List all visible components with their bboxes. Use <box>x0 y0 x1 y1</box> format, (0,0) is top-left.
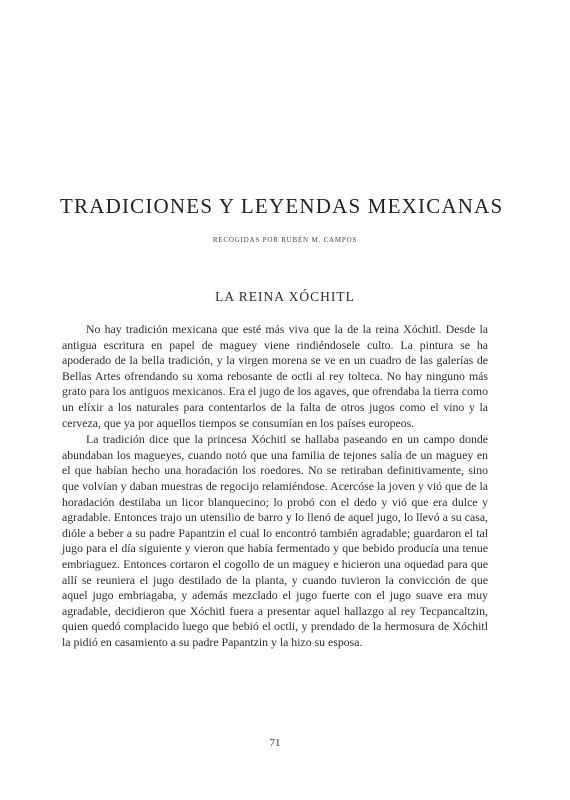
paragraph: No hay tradición mexicana que esté más viva que la de la reina Xóchitl. Desde la antigua escritura en papel de maguey viene rindiéndosele culto. La pintura se ha apoderado de la bella tradición, y la virgen morena se ve en un cuadro de las galerías de Bellas Artes ofrendando su xoma rebosante de octli al rey tolteca. No hay ninguno más grato para los antiguos mexicanos. Era el jugo de los agaves, que ofrendaba la tierra como un elíxir a los naturales para contentarlos de la falta de otros jugos como el vino y la cerveza, que ya por aquellos tiempos se consumían en los países europeos. <box>62 322 488 430</box>
document-title: TRADICIONES Y LEYENDAS MEXICANAS <box>60 194 504 218</box>
page-number: 71 <box>269 737 281 749</box>
body-text <box>62 322 488 650</box>
section-heading: LA REINA XÓCHITL <box>215 289 355 304</box>
document-subtitle: RECOGIDAS POR RUBÉN M. CAMPOS <box>212 236 358 244</box>
paragraph: La tradición dice que la princesa Xóchitl se hallaba paseando en un campo donde abundaban los magueyes, cuando notó que una familia de tejones salía de un maguey en el que habían hecho una horadación los roedores. No se retiraban definitivamente, sino que volvían y daban muestras de regocijo relamiéndose. Acercóse la joven y vió que de la horadación destilaba un licor blanquecino; lo probó con el dedo y vió que era dulce y agradable. Entonces trajo un utensilio de barro y lo llenó de aquel jugo, lo llevó a su casa, dióle a beber a su padre Papantzin el cual lo encontró también agradable; guardaron el tal jugo para el día siguiente y vieron que había fermentado y que bebido producía una tenue embriaguez. Entonces cortaron el cogollo de un maguey e hicieron una oquedad para que allí se reuniera el jugo destilado de la planta, y cuando tuvieron la convicción de que aquel jugo embriagaba, y además mezclado el jugo fuerte con el jugo suave era muy agradable, decidieron que Xóchitl fuera a presentar aquel hallazgo al rey Tecpancaltzin, quien quedó complacido luego que bebió el octli, y prendado de la hermosura de Xóchitl la pidió en casamiento a su padre Papantzin y la hizo su esposa. <box>62 432 488 649</box>
